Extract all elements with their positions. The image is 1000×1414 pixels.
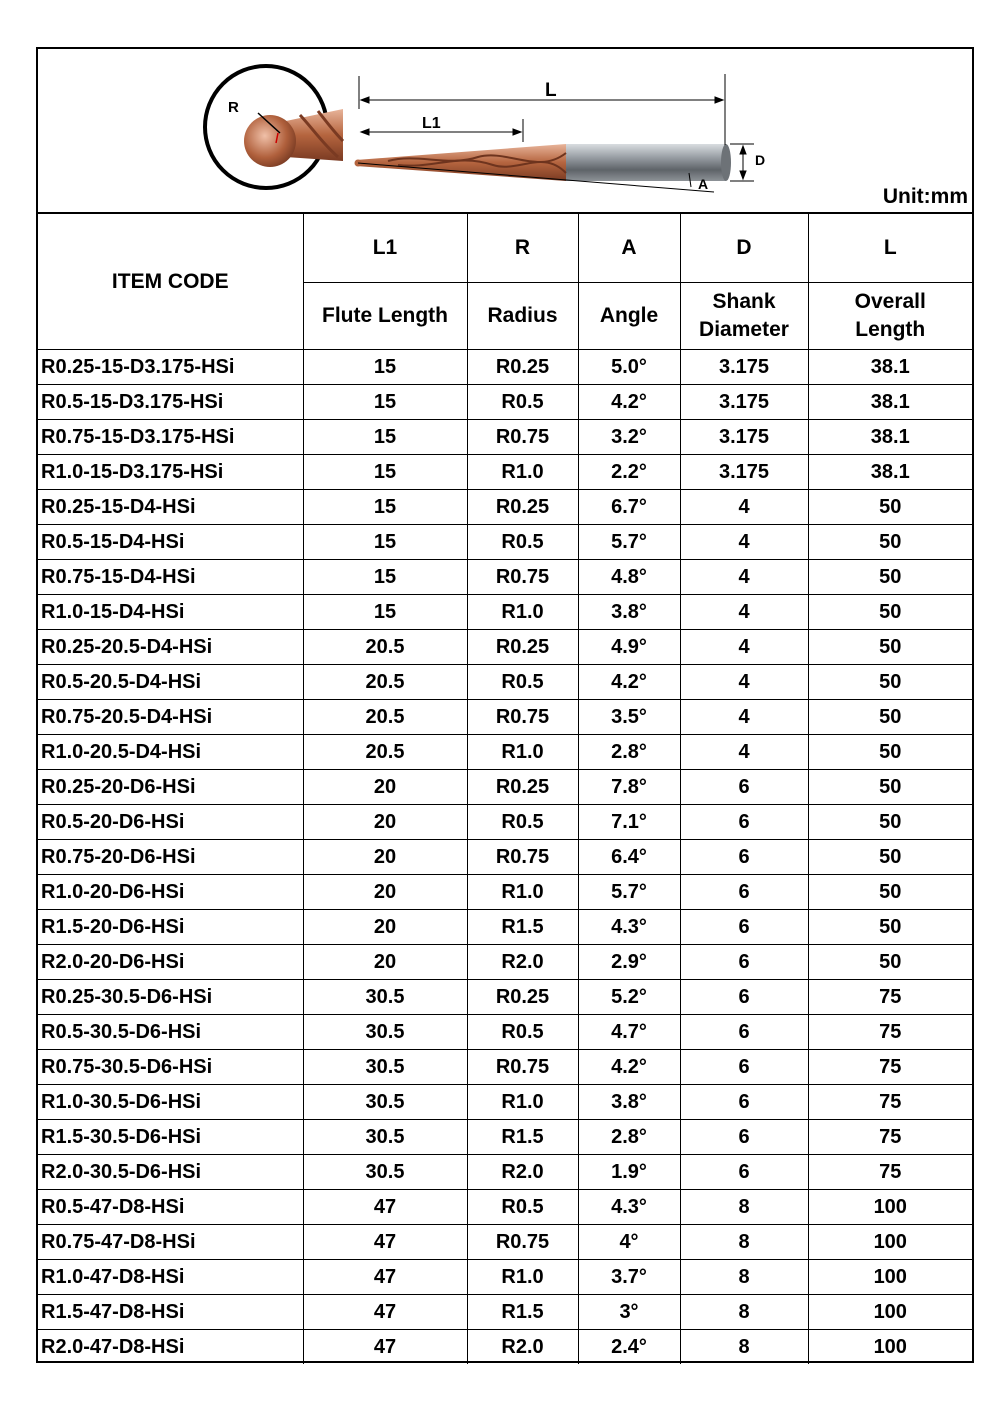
table-row	[38, 665, 972, 700]
overall-length-cell: 50	[808, 735, 972, 770]
table-row	[38, 1225, 972, 1260]
table-row	[38, 385, 972, 420]
flute-length-cell: 20.5	[303, 700, 467, 735]
shank-diameter-cell: 6	[680, 1085, 808, 1120]
radius-cell: R0.25	[467, 980, 578, 1015]
flute-length-cell: 47	[303, 1295, 467, 1330]
label-a: A	[698, 176, 709, 192]
angle-cell: 3.7°	[578, 1260, 680, 1295]
flute-length-cell: 47	[303, 1225, 467, 1260]
radius-cell: R2.0	[467, 1330, 578, 1365]
shank-diameter-cell: 6	[680, 1050, 808, 1085]
radius-cell: R1.5	[467, 910, 578, 945]
item-code-cell: R2.0-47-D8-HSi	[38, 1330, 303, 1365]
detail-magnifier	[205, 66, 343, 188]
item-code-cell: R2.0-30.5-D6-HSi	[38, 1155, 303, 1190]
radius-cell: R1.5	[467, 1295, 578, 1330]
table-row	[38, 910, 972, 945]
table-row	[38, 490, 972, 525]
angle-cell: 7.1°	[578, 805, 680, 840]
angle-cell: 4.9°	[578, 630, 680, 665]
item-code-cell: R0.5-15-D3.175-HSi	[38, 385, 303, 420]
table-row	[38, 735, 972, 770]
overall-length-cell: 50	[808, 805, 972, 840]
flute-length-cell: 15	[303, 350, 467, 385]
angle-cell: 5.2°	[578, 980, 680, 1015]
radius-cell: R0.5	[467, 385, 578, 420]
shank-diameter-cell: 6	[680, 875, 808, 910]
shank-diameter-cell: 3.175	[680, 385, 808, 420]
angle-cell: 4.8°	[578, 560, 680, 595]
shank-diameter-cell: 4	[680, 595, 808, 630]
angle-cell: 3.2°	[578, 420, 680, 455]
flute-length-cell: 20.5	[303, 630, 467, 665]
table-row	[38, 595, 972, 630]
table-row	[38, 875, 972, 910]
item-code-cell: R0.25-20.5-D4-HSi	[38, 630, 303, 665]
overall-length-cell: 38.1	[808, 385, 972, 420]
table-row	[38, 980, 972, 1015]
flute-length-cell: 15	[303, 420, 467, 455]
header-r: R	[467, 213, 578, 283]
overall-length-cell: 50	[808, 595, 972, 630]
item-code-cell: R0.25-20-D6-HSi	[38, 770, 303, 805]
table-row	[38, 805, 972, 840]
radius-cell: R1.0	[467, 455, 578, 490]
flute-length-cell: 47	[303, 1330, 467, 1365]
radius-cell: R1.0	[467, 595, 578, 630]
shank-diameter-cell: 3.175	[680, 420, 808, 455]
overall-length-cell: 50	[808, 665, 972, 700]
spec-sheet	[36, 47, 974, 1363]
shank-diameter-cell: 8	[680, 1260, 808, 1295]
angle-cell: 5.7°	[578, 875, 680, 910]
item-code-cell: R0.75-30.5-D6-HSi	[38, 1050, 303, 1085]
flute-length-cell: 30.5	[303, 1155, 467, 1190]
item-code-cell: R0.75-20-D6-HSi	[38, 840, 303, 875]
end-mill-diagram	[38, 49, 972, 212]
header-overall-line1: Overall	[854, 290, 926, 313]
item-code-cell: R0.25-15-D4-HSi	[38, 490, 303, 525]
flute-length-cell: 15	[303, 595, 467, 630]
table-row	[38, 1155, 972, 1190]
item-code-cell: R0.5-20.5-D4-HSi	[38, 665, 303, 700]
overall-length-cell: 50	[808, 700, 972, 735]
table-row	[38, 1015, 972, 1050]
shank-diameter-cell: 6	[680, 1155, 808, 1190]
radius-cell: R0.5	[467, 1190, 578, 1225]
flute-length-cell: 30.5	[303, 1015, 467, 1050]
flute-length-cell: 15	[303, 560, 467, 595]
table-row	[38, 1085, 972, 1120]
overall-length-cell: 75	[808, 1085, 972, 1120]
flute-length-cell: 20	[303, 910, 467, 945]
radius-cell: R0.25	[467, 490, 578, 525]
item-code-cell: R1.0-15-D3.175-HSi	[38, 455, 303, 490]
radius-cell: R0.75	[467, 840, 578, 875]
radius-cell: R0.25	[467, 350, 578, 385]
overall-length-cell: 50	[808, 490, 972, 525]
shank-diameter-cell: 4	[680, 700, 808, 735]
radius-cell: R0.5	[467, 1015, 578, 1050]
radius-cell: R1.0	[467, 735, 578, 770]
radius-cell: R1.0	[467, 1085, 578, 1120]
shank-diameter-cell: 4	[680, 735, 808, 770]
overall-length-cell: 75	[808, 1120, 972, 1155]
angle-cell: 4.3°	[578, 1190, 680, 1225]
header-d: D	[680, 213, 808, 283]
table-row	[38, 420, 972, 455]
angle-cell: 3.8°	[578, 595, 680, 630]
shank-diameter-cell: 6	[680, 805, 808, 840]
overall-length-cell: 50	[808, 840, 972, 875]
flute-length-cell: 20	[303, 875, 467, 910]
header-overall-line2: Length	[855, 318, 926, 341]
radius-cell: R1.0	[467, 1260, 578, 1295]
overall-length-cell: 75	[808, 1015, 972, 1050]
item-code-cell: R0.5-20-D6-HSi	[38, 805, 303, 840]
overall-length-cell: 50	[808, 525, 972, 560]
header-flute-length: Flute Length	[303, 283, 467, 350]
radius-cell: R0.75	[467, 1050, 578, 1085]
table-row	[38, 770, 972, 805]
angle-cell: 3°	[578, 1295, 680, 1330]
item-code-cell: R0.5-15-D4-HSi	[38, 525, 303, 560]
item-code-cell: R0.75-15-D4-HSi	[38, 560, 303, 595]
radius-cell: R1.0	[467, 875, 578, 910]
header-overall-length	[808, 283, 972, 350]
overall-length-cell: 38.1	[808, 455, 972, 490]
table-row	[38, 455, 972, 490]
header-l1: L1	[303, 213, 467, 283]
label-l1: L1	[422, 115, 441, 132]
overall-length-cell: 50	[808, 875, 972, 910]
angle-cell: 5.0°	[578, 350, 680, 385]
unit-label: Unit:mm	[882, 185, 968, 208]
angle-cell: 2.8°	[578, 735, 680, 770]
shank-diameter-cell: 3.175	[680, 350, 808, 385]
overall-length-cell: 100	[808, 1260, 972, 1295]
angle-cell: 4.2°	[578, 1050, 680, 1085]
table-row	[38, 840, 972, 875]
item-code-cell: R1.5-30.5-D6-HSi	[38, 1120, 303, 1155]
table-row	[38, 350, 972, 385]
shank-diameter-cell: 6	[680, 840, 808, 875]
overall-length-cell: 100	[808, 1330, 972, 1365]
flute-length-cell: 15	[303, 385, 467, 420]
flute-length-cell: 47	[303, 1190, 467, 1225]
spec-table-body	[38, 350, 972, 1365]
item-code-cell: R0.5-47-D8-HSi	[38, 1190, 303, 1225]
shank-diameter-cell: 8	[680, 1225, 808, 1260]
table-row	[38, 1120, 972, 1155]
header-item-code: ITEM CODE	[38, 213, 303, 350]
radius-cell: R0.75	[467, 560, 578, 595]
overall-length-cell: 75	[808, 980, 972, 1015]
shank-diameter-cell: 6	[680, 1120, 808, 1155]
flute-length-cell: 30.5	[303, 1050, 467, 1085]
overall-length-cell: 50	[808, 630, 972, 665]
flute-length-cell: 20	[303, 805, 467, 840]
angle-cell: 2.8°	[578, 1120, 680, 1155]
item-code-cell: R0.75-47-D8-HSi	[38, 1225, 303, 1260]
flute-length-cell: 47	[303, 1260, 467, 1295]
angle-cell: 6.7°	[578, 490, 680, 525]
overall-length-cell: 50	[808, 910, 972, 945]
overall-length-cell: 75	[808, 1050, 972, 1085]
header-shank-line1: Shank	[712, 290, 776, 313]
item-code-cell: R2.0-20-D6-HSi	[38, 945, 303, 980]
shank-diameter-cell: 4	[680, 525, 808, 560]
header-shank-diameter	[680, 283, 808, 350]
flute-length-cell: 15	[303, 490, 467, 525]
label-r: R	[228, 99, 239, 116]
table-row	[38, 1330, 972, 1365]
label-l: L	[545, 80, 557, 101]
angle-cell: 3.8°	[578, 1085, 680, 1120]
overall-length-cell: 50	[808, 945, 972, 980]
angle-cell: 4.2°	[578, 385, 680, 420]
item-code-cell: R1.0-20-D6-HSi	[38, 875, 303, 910]
end-mill-illustration	[355, 144, 732, 181]
radius-cell: R0.25	[467, 770, 578, 805]
flute-length-cell: 20.5	[303, 665, 467, 700]
angle-cell: 4.3°	[578, 910, 680, 945]
table-row	[38, 560, 972, 595]
shank-diameter-cell: 3.175	[680, 455, 808, 490]
radius-cell: R0.75	[467, 1225, 578, 1260]
flute-length-cell: 20	[303, 945, 467, 980]
overall-length-cell: 38.1	[808, 420, 972, 455]
overall-length-cell: 100	[808, 1190, 972, 1225]
angle-cell: 2.9°	[578, 945, 680, 980]
flute-length-cell: 20.5	[303, 735, 467, 770]
overall-length-cell: 75	[808, 1155, 972, 1190]
radius-cell: R0.25	[467, 630, 578, 665]
header-shank-line2: Diameter	[699, 318, 789, 341]
header-radius: Radius	[467, 283, 578, 350]
item-code-cell: R0.25-15-D3.175-HSi	[38, 350, 303, 385]
angle-cell: 1.9°	[578, 1155, 680, 1190]
shank-diameter-cell: 4	[680, 630, 808, 665]
flute-length-cell: 20	[303, 770, 467, 805]
angle-cell: 4.7°	[578, 1015, 680, 1050]
table-row	[38, 630, 972, 665]
radius-cell: R0.5	[467, 805, 578, 840]
item-code-cell: R0.5-30.5-D6-HSi	[38, 1015, 303, 1050]
overall-length-cell: 100	[808, 1225, 972, 1260]
header-angle: Angle	[578, 283, 680, 350]
angle-cell: 2.4°	[578, 1330, 680, 1365]
item-code-cell: R1.5-47-D8-HSi	[38, 1295, 303, 1330]
angle-cell: 7.8°	[578, 770, 680, 805]
shank-diameter-cell: 4	[680, 560, 808, 595]
radius-cell: R2.0	[467, 945, 578, 980]
radius-cell: R1.5	[467, 1120, 578, 1155]
shank-diameter-cell: 6	[680, 1015, 808, 1050]
angle-cell: 2.2°	[578, 455, 680, 490]
item-code-cell: R1.5-20-D6-HSi	[38, 910, 303, 945]
shank-diameter-cell: 6	[680, 910, 808, 945]
angle-cell: 6.4°	[578, 840, 680, 875]
shank-diameter-cell: 4	[680, 665, 808, 700]
item-code-cell: R1.0-20.5-D4-HSi	[38, 735, 303, 770]
shank-diameter-cell: 6	[680, 945, 808, 980]
overall-length-cell: 100	[808, 1295, 972, 1330]
item-code-cell: R1.0-15-D4-HSi	[38, 595, 303, 630]
table-row	[38, 945, 972, 980]
flute-length-cell: 30.5	[303, 1120, 467, 1155]
shank-diameter-cell: 6	[680, 770, 808, 805]
label-d: D	[755, 152, 766, 168]
table-row	[38, 1260, 972, 1295]
radius-cell: R0.75	[467, 700, 578, 735]
header-l: L	[808, 213, 972, 283]
angle-cell: 3.5°	[578, 700, 680, 735]
header-a: A	[578, 213, 680, 283]
angle-cell: 4°	[578, 1225, 680, 1260]
angle-cell: 4.2°	[578, 665, 680, 700]
overall-length-cell: 50	[808, 560, 972, 595]
radius-cell: R0.75	[467, 420, 578, 455]
item-code-cell: R1.0-30.5-D6-HSi	[38, 1085, 303, 1120]
radius-cell: R2.0	[467, 1155, 578, 1190]
table-row	[38, 1050, 972, 1085]
spec-table	[38, 212, 972, 1364]
shank-diameter-cell: 8	[680, 1190, 808, 1225]
flute-length-cell: 30.5	[303, 980, 467, 1015]
shank-diameter-cell: 8	[680, 1330, 808, 1365]
item-code-cell: R1.0-47-D8-HSi	[38, 1260, 303, 1295]
item-code-cell: R0.75-15-D3.175-HSi	[38, 420, 303, 455]
radius-cell: R0.5	[467, 525, 578, 560]
shank-diameter-cell: 6	[680, 980, 808, 1015]
flute-length-cell: 15	[303, 525, 467, 560]
shank-diameter-cell: 8	[680, 1295, 808, 1330]
table-row	[38, 700, 972, 735]
overall-length-cell: 50	[808, 770, 972, 805]
table-row	[38, 1190, 972, 1225]
flute-length-cell: 15	[303, 455, 467, 490]
flute-length-cell: 30.5	[303, 1085, 467, 1120]
flute-length-cell: 20	[303, 840, 467, 875]
item-code-cell: R0.25-30.5-D6-HSi	[38, 980, 303, 1015]
table-row	[38, 1295, 972, 1330]
header-row-top	[38, 213, 972, 283]
overall-length-cell: 38.1	[808, 350, 972, 385]
shank-diameter-cell: 4	[680, 490, 808, 525]
angle-cell: 5.7°	[578, 525, 680, 560]
radius-cell: R0.5	[467, 665, 578, 700]
table-row	[38, 525, 972, 560]
item-code-cell: R0.75-20.5-D4-HSi	[38, 700, 303, 735]
